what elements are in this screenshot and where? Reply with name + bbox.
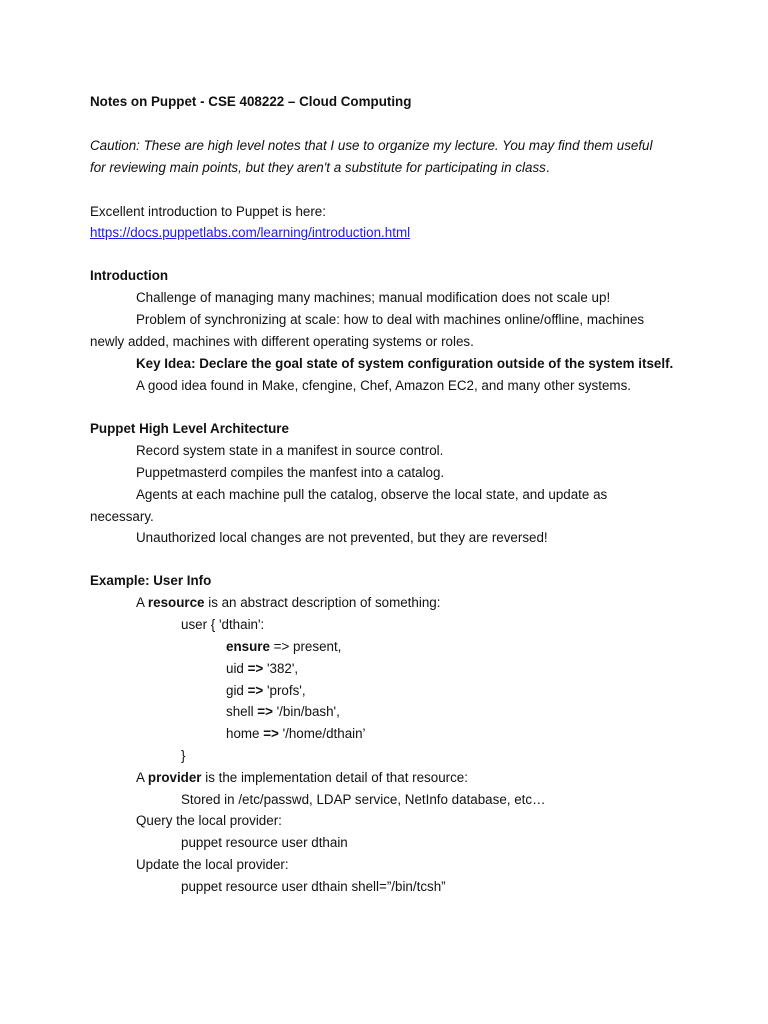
query-label: Query the local provider: — [136, 813, 282, 828]
resource-term: resource — [147, 595, 205, 610]
shell-value: '/bin/bash', — [272, 704, 340, 719]
code-open: user { 'dthain': — [181, 617, 265, 632]
uid-key: uid — [226, 661, 248, 676]
intro-link[interactable]: https://docs.puppetlabs.com/learning/introduction.html — [90, 225, 411, 240]
provider-term: provider — [147, 770, 202, 785]
architecture-heading: Puppet High Level Architecture — [90, 421, 289, 436]
introduction-line-2a: Problem of synchronizing at scale: how to deal with machines online/offline, machines — [136, 312, 645, 327]
shell-key: shell — [226, 704, 258, 719]
provider-definition — [136, 769, 468, 787]
update-label: Update the local provider: — [136, 857, 289, 872]
caution-period: . — [545, 160, 550, 175]
code-ensure — [226, 638, 341, 656]
home-arrow: => — [263, 726, 279, 741]
architecture-line-2: Puppetmasterd compiles the manfest into a catalog. — [136, 465, 445, 480]
uid-arrow: => — [247, 661, 264, 676]
intro-link-label: Excellent introduction to Puppet is here: — [90, 204, 326, 219]
provider-post: is the implementation detail of that resource: — [201, 770, 468, 785]
architecture-line-3b: necessary. — [90, 509, 154, 524]
document-title: Notes on Puppet - CSE 408222 – Cloud Computing — [90, 94, 412, 109]
caution-line-1: Caution: These are high level notes that I use to organize my lecture. You may find them useful — [90, 138, 653, 153]
introduction-line-4: A good idea found in Make, cfengine, Chef, Amazon EC2, and many other systems. — [136, 378, 631, 393]
query-command: puppet resource user dthain — [181, 835, 348, 850]
gid-value: 'profs', — [263, 683, 306, 698]
code-close: } — [181, 748, 186, 763]
resource-pre: A — [136, 595, 148, 610]
introduction-heading: Introduction — [90, 268, 169, 283]
update-command: puppet resource user dthain shell=”/bin/tcsh” — [181, 879, 446, 894]
provider-detail: Stored in /etc/passwd, LDAP service, NetInfo database, etc… — [181, 792, 546, 807]
shell-arrow: => — [257, 704, 273, 719]
architecture-line-3a: Agents at each machine pull the catalog, observe the local state, and update as — [136, 487, 608, 502]
architecture-line-4: Unauthorized local changes are not prevented, but they are reversed! — [136, 530, 548, 545]
caution-line-2 — [90, 159, 550, 177]
resource-definition — [136, 594, 440, 612]
ensure-arrow: => — [269, 639, 290, 654]
ensure-key: ensure — [226, 639, 270, 654]
provider-pre: A — [136, 770, 148, 785]
gid-key: gid — [226, 683, 248, 698]
caution-line-2-text: for reviewing main points, but they aren't a substitute for participating in class — [90, 160, 546, 175]
code-home — [226, 725, 366, 743]
home-key: home — [226, 726, 264, 741]
code-shell — [226, 703, 340, 721]
gid-arrow: => — [247, 683, 264, 698]
example-heading: Example: User Info — [90, 573, 212, 588]
uid-value: '382', — [263, 661, 299, 676]
introduction-line-2b: newly added, machines with different operating systems or roles. — [90, 334, 474, 349]
code-uid — [226, 660, 298, 678]
architecture-line-1: Record system state in a manifest in source control. — [136, 443, 444, 458]
resource-post: is an abstract description of something: — [204, 595, 441, 610]
key-idea: Key Idea: Declare the goal state of system configuration outside of the system itself. — [136, 356, 674, 371]
ensure-value: present, — [289, 639, 342, 654]
introduction-line-1: Challenge of managing many machines; manual modification does not scale up! — [136, 290, 611, 305]
intro-link-row — [90, 224, 410, 242]
home-value: '/home/dthain’ — [278, 726, 366, 741]
code-gid — [226, 682, 306, 700]
